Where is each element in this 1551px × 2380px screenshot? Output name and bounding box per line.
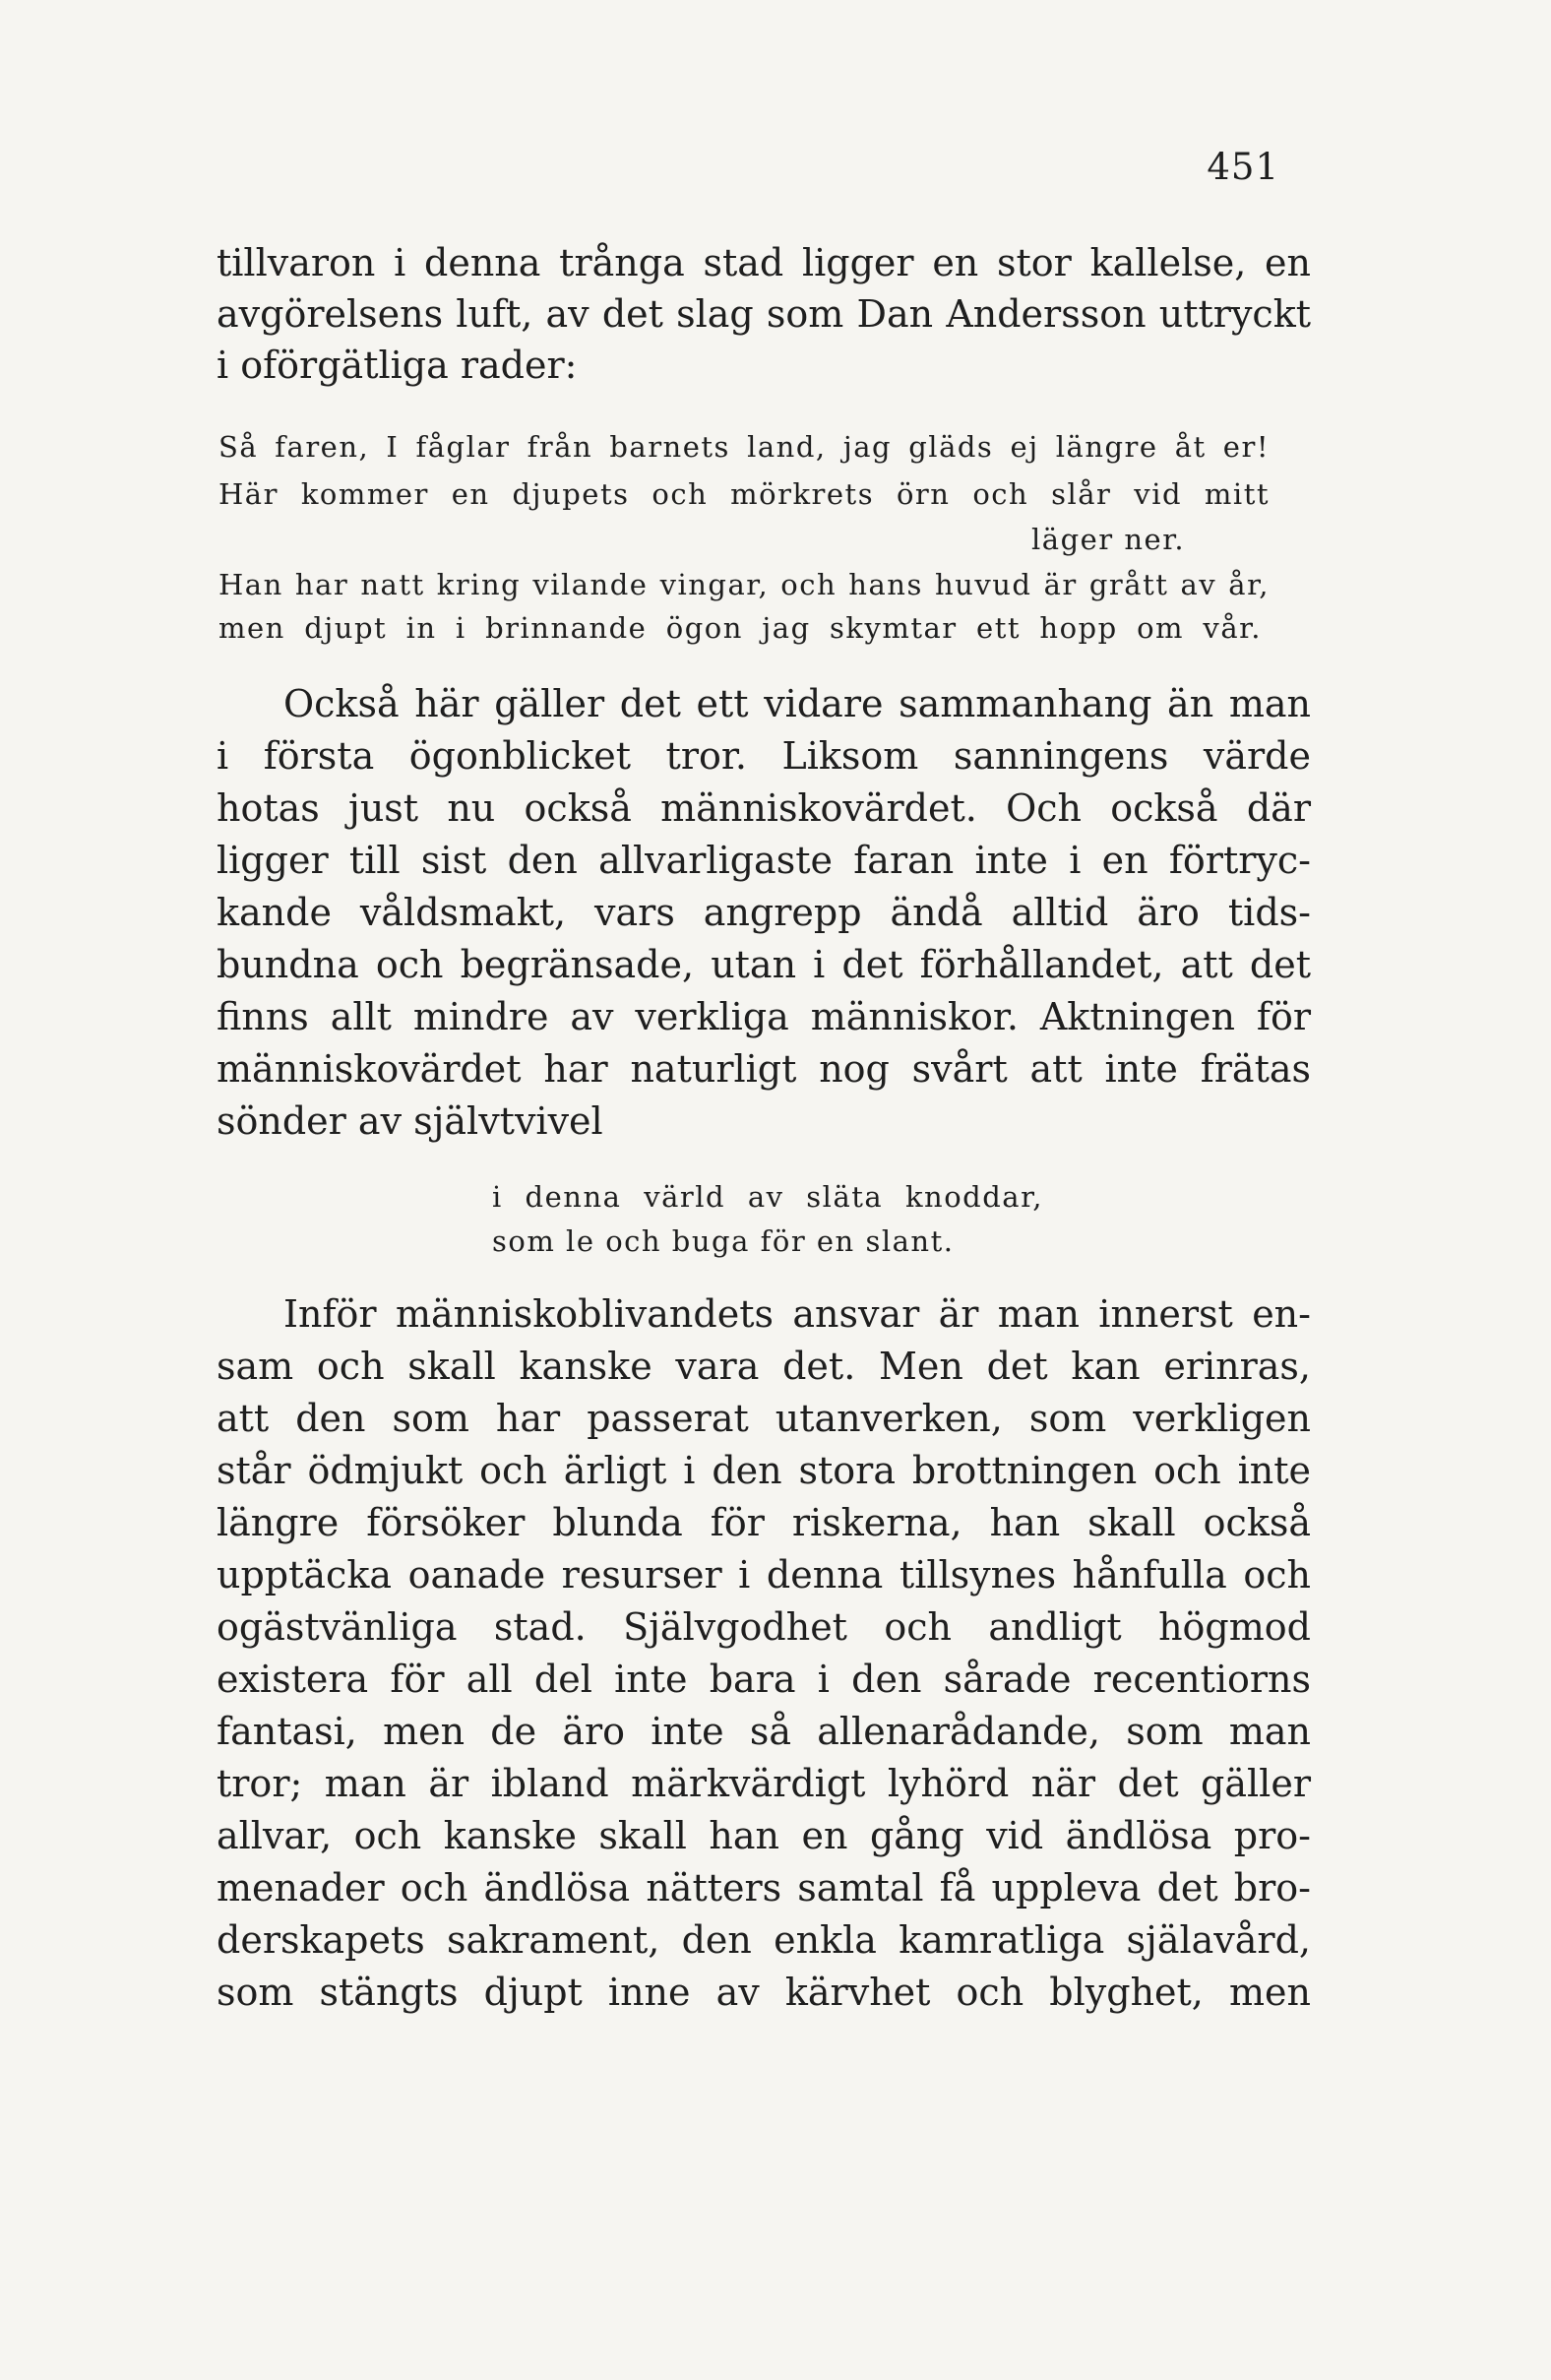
- text-line: i oförgätliga rader:: [217, 344, 578, 387]
- poem-line: Han har natt kring vilande vingar, och hans huvud är grått av år,: [218, 568, 1270, 601]
- text-line: i första ögonblicket tror. Liksom sanningens värde: [217, 734, 1311, 778]
- poem-line: Här kommer en djupets och mörkrets örn och slår vid mitt: [218, 477, 1270, 511]
- text-line: sam och skall kanske vara det. Men det kan erinras,: [217, 1345, 1311, 1388]
- poem-line: läger ner.: [1031, 523, 1186, 556]
- text-line: tillvaron i denna trånga stad ligger en stor kallelse, en: [217, 241, 1311, 284]
- text-line: står ödmjukt och ärligt i den stora brottningen och inte: [217, 1449, 1311, 1492]
- text-line: existera för all del inte bara i den sårade recentiorns: [217, 1658, 1311, 1701]
- text-line: människovärdet har naturligt nog svårt att inte frätas: [217, 1047, 1311, 1091]
- text-line: upptäcka oanade resurser i denna tillsynes hånfulla och: [217, 1553, 1311, 1597]
- text-line: ogästvänliga stad. Självgodhet och andligt högmod: [217, 1605, 1311, 1649]
- poem-line: men djupt in i brinnande ögon jag skymtar ett hopp om vår.: [218, 611, 1262, 645]
- poem-line: som le och buga för en slant.: [492, 1224, 955, 1258]
- text-line: derskapets sakrament, den enkla kamratliga själavård,: [217, 1918, 1311, 1962]
- text-line: att den som har passerat utanverken, som verkligen: [217, 1397, 1311, 1440]
- text-line: bundna och begränsade, utan i det förhållandet, att det: [217, 943, 1311, 986]
- text-line: fantasi, men de äro inte så allenarådande, som man: [217, 1710, 1311, 1753]
- poem-line: i denna värld av släta knoddar,: [492, 1180, 1043, 1214]
- text-line: ligger till sist den allvarligaste faran inte i en förtryc-: [217, 839, 1311, 882]
- text-line: som stängts djupt inne av kärvhet och blyghet, men: [217, 1971, 1311, 2014]
- text-line: finns allt mindre av verkliga människor. Aktningen för: [217, 995, 1311, 1038]
- text-line: avgörelsens luft, av det slag som Dan Andersson uttryckt: [217, 292, 1311, 336]
- page-number: 451: [1207, 146, 1279, 188]
- text-line: tror; man är ibland märkvärdigt lyhörd när det gäller: [217, 1762, 1311, 1805]
- text-line: allvar, och kanske skall han en gång vid ändlösa pro-: [217, 1814, 1311, 1857]
- text-line: sönder av självtvivel: [217, 1099, 603, 1143]
- text-line: kande våldsmakt, vars angrepp ändå alltid äro tids-: [217, 891, 1311, 934]
- text-line: menader och ändlösa nätters samtal få uppleva det bro-: [217, 1866, 1311, 1910]
- poem-line: Så faren, I fåglar från barnets land, jag gläds ej längre åt er!: [218, 430, 1270, 464]
- text-line: Inför människoblivandets ansvar är man innerst en-: [283, 1292, 1311, 1336]
- text-line: hotas just nu också människovärdet. Och också där: [217, 786, 1311, 830]
- text-line: Också här gäller det ett vidare sammanhang än man: [283, 682, 1311, 725]
- text-line: längre försöker blunda för riskerna, han skall också: [217, 1501, 1311, 1544]
